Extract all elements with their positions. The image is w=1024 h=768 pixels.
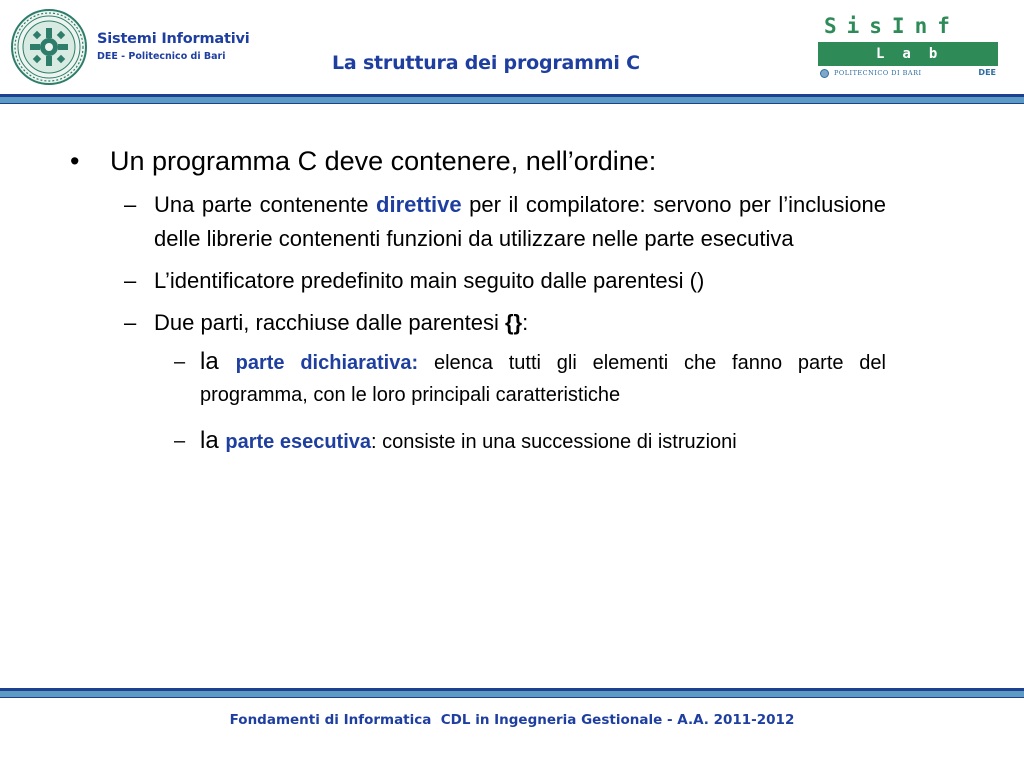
list-item-main	[70, 264, 886, 298]
list-item-text: :	[522, 310, 529, 335]
sublist-item-text: elenca tutti gli elementi che fanno parte del programma, con le loro principali caratteristiche	[200, 352, 886, 406]
sublist-item-executive	[70, 425, 886, 458]
dash-icon: –	[174, 351, 186, 373]
footer-rule	[0, 688, 1024, 698]
main-bullet-text: Un programma C deve contenere, nell’ordine:	[110, 146, 657, 176]
logo-foot-institution: POLITECNICO DI BARI	[834, 69, 922, 77]
logo-footer	[818, 68, 998, 80]
keyword-parte-dichiarativa: parte dichiarativa	[235, 352, 412, 374]
gear-icon	[820, 69, 829, 78]
main-bullet	[70, 140, 886, 182]
logo-foot-dept: DEE	[978, 68, 996, 77]
university-seal-icon	[10, 8, 88, 86]
list-item-text: Due parti, racchiuse dalle parentesi	[154, 310, 505, 335]
org-name: Sistemi Informativi	[97, 31, 250, 47]
keyword-colon: :	[411, 352, 419, 374]
keyword-direttive: direttive	[376, 192, 462, 217]
list-item-two-parts	[70, 306, 886, 340]
dash-icon: –	[124, 268, 137, 293]
list-item-text: per il compilatore: servono per l’inclusione delle librerie contenenti funzioni da utilizzare nelle parte esecutiva	[154, 192, 886, 251]
logo-bar-text: Lab	[818, 42, 998, 66]
logo-top-text: SisInf	[824, 14, 960, 38]
sisinf-lab-logo	[818, 12, 998, 82]
sublist-item-text: la	[200, 427, 226, 454]
braces-symbol: {}	[504, 310, 523, 335]
org-department: DEE - Politecnico di Bari	[97, 51, 226, 62]
dash-icon: –	[174, 430, 186, 452]
header-rule	[0, 94, 1024, 104]
list-item-text: L’identificatore predefinito main seguito dalle parentesi ()	[154, 268, 705, 293]
slide-content	[70, 140, 886, 458]
dash-icon: –	[124, 310, 137, 335]
list-item-directives	[70, 188, 886, 256]
list-item-text: Una parte contenente	[154, 192, 377, 217]
dash-icon: –	[124, 192, 137, 217]
bullet-icon: •	[70, 146, 80, 176]
sublist-item-text: la	[200, 348, 236, 375]
sublist-item-text: : consiste in una successione di istruzioni	[371, 431, 737, 453]
slide-title: La struttura dei programmi C	[332, 52, 640, 74]
sublist-item-declarative	[70, 346, 886, 411]
footer-text: Fondamenti di Informatica CDL in Ingegneria Gestionale - A.A. 2011-2012	[229, 712, 795, 728]
keyword-parte-esecutiva: parte esecutiva	[225, 431, 371, 453]
